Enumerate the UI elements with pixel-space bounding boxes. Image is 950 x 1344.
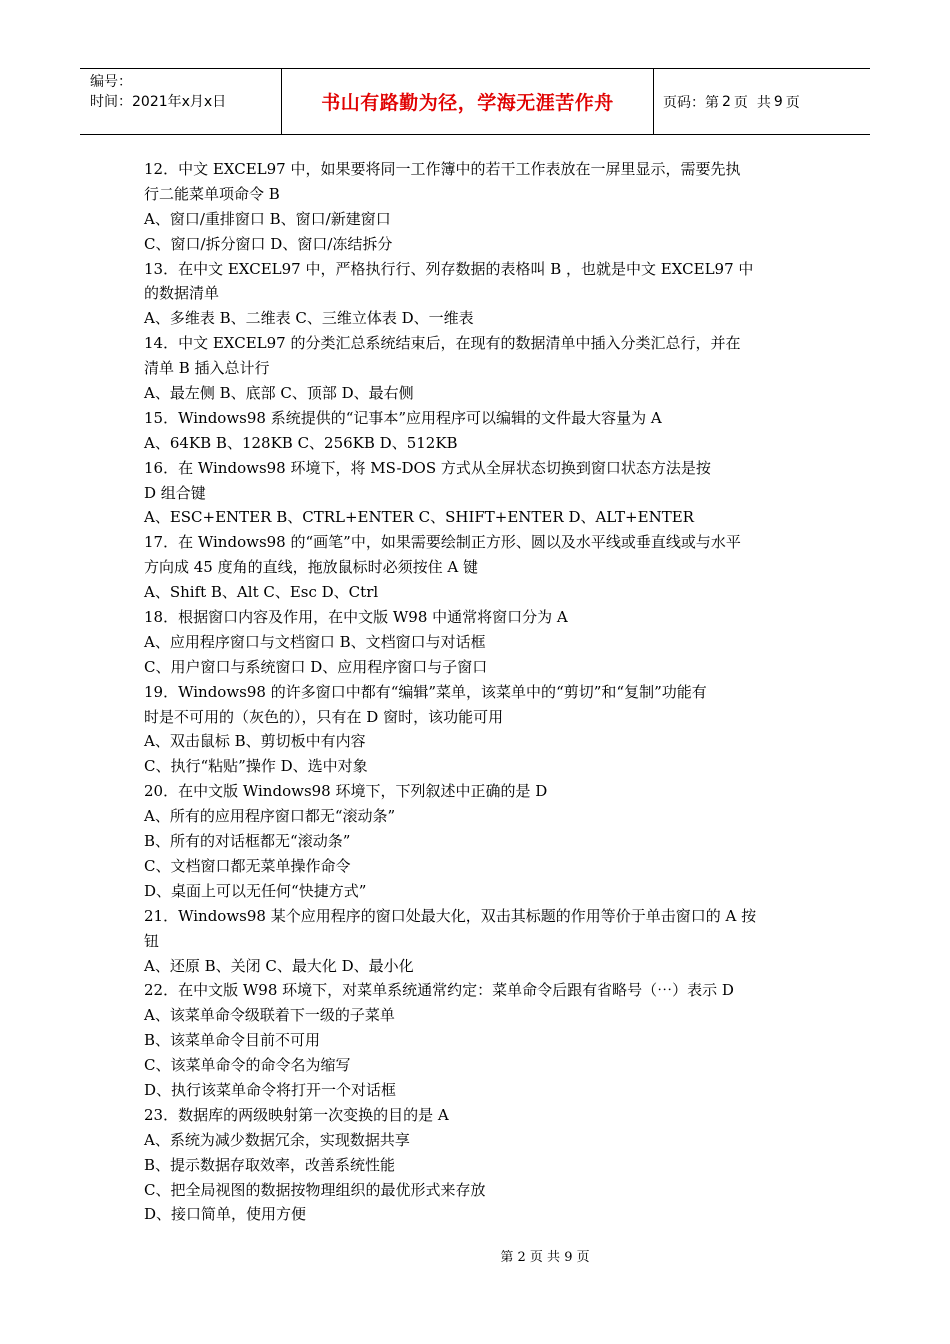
text-line: C、用户窗口与系统窗口 D、应用程序窗口与子窗口 <box>144 657 488 676</box>
text-line: 13．在中文 EXCEL97 中，严格执行行、列存数据的表格叫 B ，也就是中文 EXCEL97 中 <box>144 259 754 278</box>
header-motto: 书山有路勤为径，学海无涯苦作舟 <box>282 69 654 134</box>
text-line: 21．Windows98 某个应用程序的窗口处最大化，双击其标题的作用等价于单击窗口的 A 按 <box>144 906 757 925</box>
text-line: A、应用程序窗口与文档窗口 B、文档窗口与对话框 <box>144 632 486 651</box>
text-line: A、所有的应用程序窗口都无“滚动条” <box>144 807 396 826</box>
text-line: B、所有的对话框都无“滚动条” <box>144 832 351 851</box>
time-label: 时间：2021年x月x日 <box>90 94 227 110</box>
text-line: 时是不可用的（灰色的），只有在 D 窗时，该功能可用 <box>144 707 504 726</box>
page-mid: 页 共 <box>733 94 771 111</box>
number-label: 编号： <box>90 74 132 90</box>
text-line: 22．在中文版 W98 环境下，对菜单系统通常约定：菜单命令后跟有省略号（⋯）表示 D <box>144 981 734 1000</box>
text-line: A、64KB B、128KB C、256KB D、512KB <box>144 433 458 452</box>
text-line: 12．中文 EXCEL97 中，如果要将同一工作簿中的若干工作表放在一屏里显示，需要先执 <box>144 160 741 178</box>
text-line: A、ESC+ENTER B、CTRL+ENTER C、SHIFT+ENTER D、ALT+ENTER <box>144 508 694 527</box>
text-line: C、窗口/拆分窗口 D、窗口/冻结拆分 <box>144 234 393 253</box>
text-line: 15．Windows98 系统提供的“记事本”应用程序可以编辑的文件最大容量为 A <box>144 408 662 427</box>
text-line: C、文档窗口都无菜单操作命令 <box>144 856 351 875</box>
text-line: 清单 B 插入总计行 <box>144 359 270 378</box>
text-line: A、最左侧 B、底部 C、顶部 D、最右侧 <box>144 384 414 403</box>
page-number: 2 <box>722 93 731 110</box>
text-line: A、双击鼠标 B、剪切板中有内容 <box>144 732 366 751</box>
page-total: 9 <box>773 93 783 110</box>
text-line: 16．在 Windows98 环境下，将 MS-DOS 方式从全屏状态切换到窗口状态方法是按 <box>144 458 711 477</box>
text-line: D、接口简单，使用方便 <box>144 1205 307 1224</box>
header-meta <box>80 69 282 134</box>
text-line: A、Shift B、Alt C、Esc D、Ctrl <box>144 583 379 602</box>
page-footer: 第 2 页 共 9 页 <box>500 1250 590 1265</box>
text-line: D、桌面上可以无任何“快捷方式” <box>144 881 367 900</box>
text-line: 23．数据库的两级映射第一次变换的目的是 A <box>144 1105 449 1124</box>
page-prefix: 页码：第 <box>663 94 719 111</box>
question-content <box>144 157 814 1227</box>
page-suffix: 页 <box>785 94 800 111</box>
text-line: 18．根据窗口内容及作用，在中文版 W98 中通常将窗口分为 A <box>144 608 568 627</box>
text-line: 钮 <box>144 931 160 950</box>
text-line: D、执行该菜单命令将打开一个对话框 <box>144 1080 397 1099</box>
text-line: 19．Windows98 的许多窗口中都有“编辑”菜单，该菜单中的“剪切”和“复制”功能有 <box>144 682 707 701</box>
text-line: A、还原 B、关闭 C、最大化 D、最小化 <box>144 956 414 975</box>
text-line: C、把全局视图的数据按物理组织的最优形式来存放 <box>144 1180 486 1199</box>
text-line: A、该菜单命令级联着下一级的子菜单 <box>144 1006 395 1025</box>
text-line: A、多维表 B、二维表 C、三维立体表 D、一维表 <box>144 309 474 328</box>
text-line: A、系统为减少数据冗余，实现数据共享 <box>144 1130 410 1149</box>
header-page-info <box>654 69 870 134</box>
text-line: B、提示数据存取效率，改善系统性能 <box>144 1155 396 1174</box>
text-line: 的数据清单 <box>144 284 220 303</box>
text-line: D 组合键 <box>144 483 206 502</box>
text-line: 20．在中文版 Windows98 环境下，下列叙述中正确的是 D <box>144 782 548 801</box>
text-line: 17．在 Windows98 的“画笔”中，如果需要绘制正方形、圆以及水平线或垂直线或与水平 <box>144 533 741 552</box>
text-line: B、该菜单命令目前不可用 <box>144 1031 321 1050</box>
page-header <box>80 68 870 135</box>
text-line: C、执行“粘贴”操作 D、选中对象 <box>144 757 368 776</box>
text-line: 行二能菜单项命令 B <box>144 184 280 203</box>
text-line: 方向成 45 度角的直线，拖放鼠标时必须按住 A 键 <box>144 558 478 577</box>
text-line: 14．中文 EXCEL97 的分类汇总系统结束后，在现有的数据清单中插入分类汇总行，并在 <box>144 334 741 353</box>
text-line: C、该菜单命令的命令名为缩写 <box>144 1056 351 1075</box>
text-line: A、窗口/重排窗口 B、窗口/新建窗口 <box>144 209 391 228</box>
